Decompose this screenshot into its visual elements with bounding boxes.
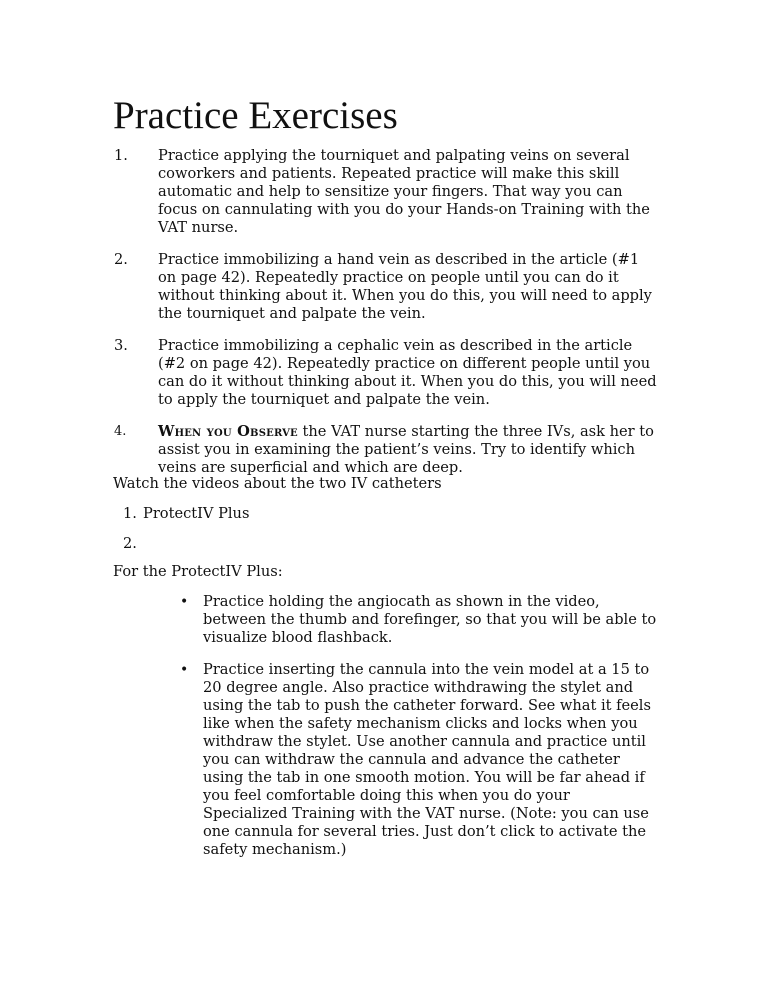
item-number: 2.	[114, 251, 128, 268]
bullet-icon: •	[180, 662, 189, 678]
item-text: the VAT nurse starting the three IVs, ask her to assist you in examining the patient’s veins. Try to identify which veins are superficial and which are deep.	[158, 423, 654, 476]
bullet-icon: •	[180, 594, 189, 610]
page-title: Practice Exercises	[113, 94, 398, 137]
list-item	[114, 251, 659, 323]
bullet-item	[180, 593, 658, 647]
bullet-list	[180, 593, 658, 873]
item-number: 1.	[123, 505, 137, 522]
list-item	[114, 147, 659, 237]
list-item	[114, 337, 659, 409]
item-number: 3.	[114, 337, 128, 354]
list-item	[114, 423, 659, 477]
item-number: 1.	[114, 147, 128, 164]
bullet-item	[180, 661, 658, 859]
item-text: ProtectIV Plus	[143, 505, 250, 522]
item-number: 4.	[114, 424, 127, 439]
item-number: 2.	[123, 535, 137, 552]
section-intro: For the ProtectIV Plus:	[113, 563, 283, 580]
item-text: Practice immobilizing a cephalic vein as described in the article (#2 on page 42). Repeatedly practice on different people until you can do it without thinking about it. When you do this, you will need to apply the tourniquet and palpate the vein.	[158, 337, 657, 408]
bullet-text: Practice inserting the cannula into the vein model at a 15 to 20 degree angle. Also practice withdrawing the stylet and using the tab to push the catheter forward. See what it feels like when the safety mechanism clicks and locks when you withdraw the stylet. Use another cannula and practice until you can withdraw the cannula and advance the catheter using the tab in one smooth motion. You will be far ahead if you feel comfortable doing this when you do your Specialized Training with the VAT nurse. (Note: you can use one cannula for several tries. Just don’t click to activate the safety mechanism.)	[203, 661, 651, 858]
list-item	[123, 535, 249, 565]
numbered-list	[114, 147, 659, 491]
video-list	[123, 505, 249, 565]
item-text: Practice immobilizing a hand vein as described in the article (#1 on page 42). Repeatedly practice on people until you can do it without thinking about it. When you do this, you will need to apply the tourniquet and palpate the vein.	[158, 251, 652, 322]
watch-videos-line: Watch the videos about the two IV catheters	[113, 475, 442, 492]
item-text: Practice applying the tourniquet and palpating veins on several coworkers and patients. Repeated practice will make this skill automatic and help to sensitize your fingers. That way you can focus on cannulating with you do your Hands-on Training with the VAT nurse.	[158, 147, 650, 236]
list-item	[123, 505, 249, 535]
bullet-text: Practice holding the angiocath as shown in the video, between the thumb and forefinger, so that you will be able to visualize blood flashback.	[203, 593, 657, 646]
item-lead: When you Observe	[158, 423, 298, 440]
